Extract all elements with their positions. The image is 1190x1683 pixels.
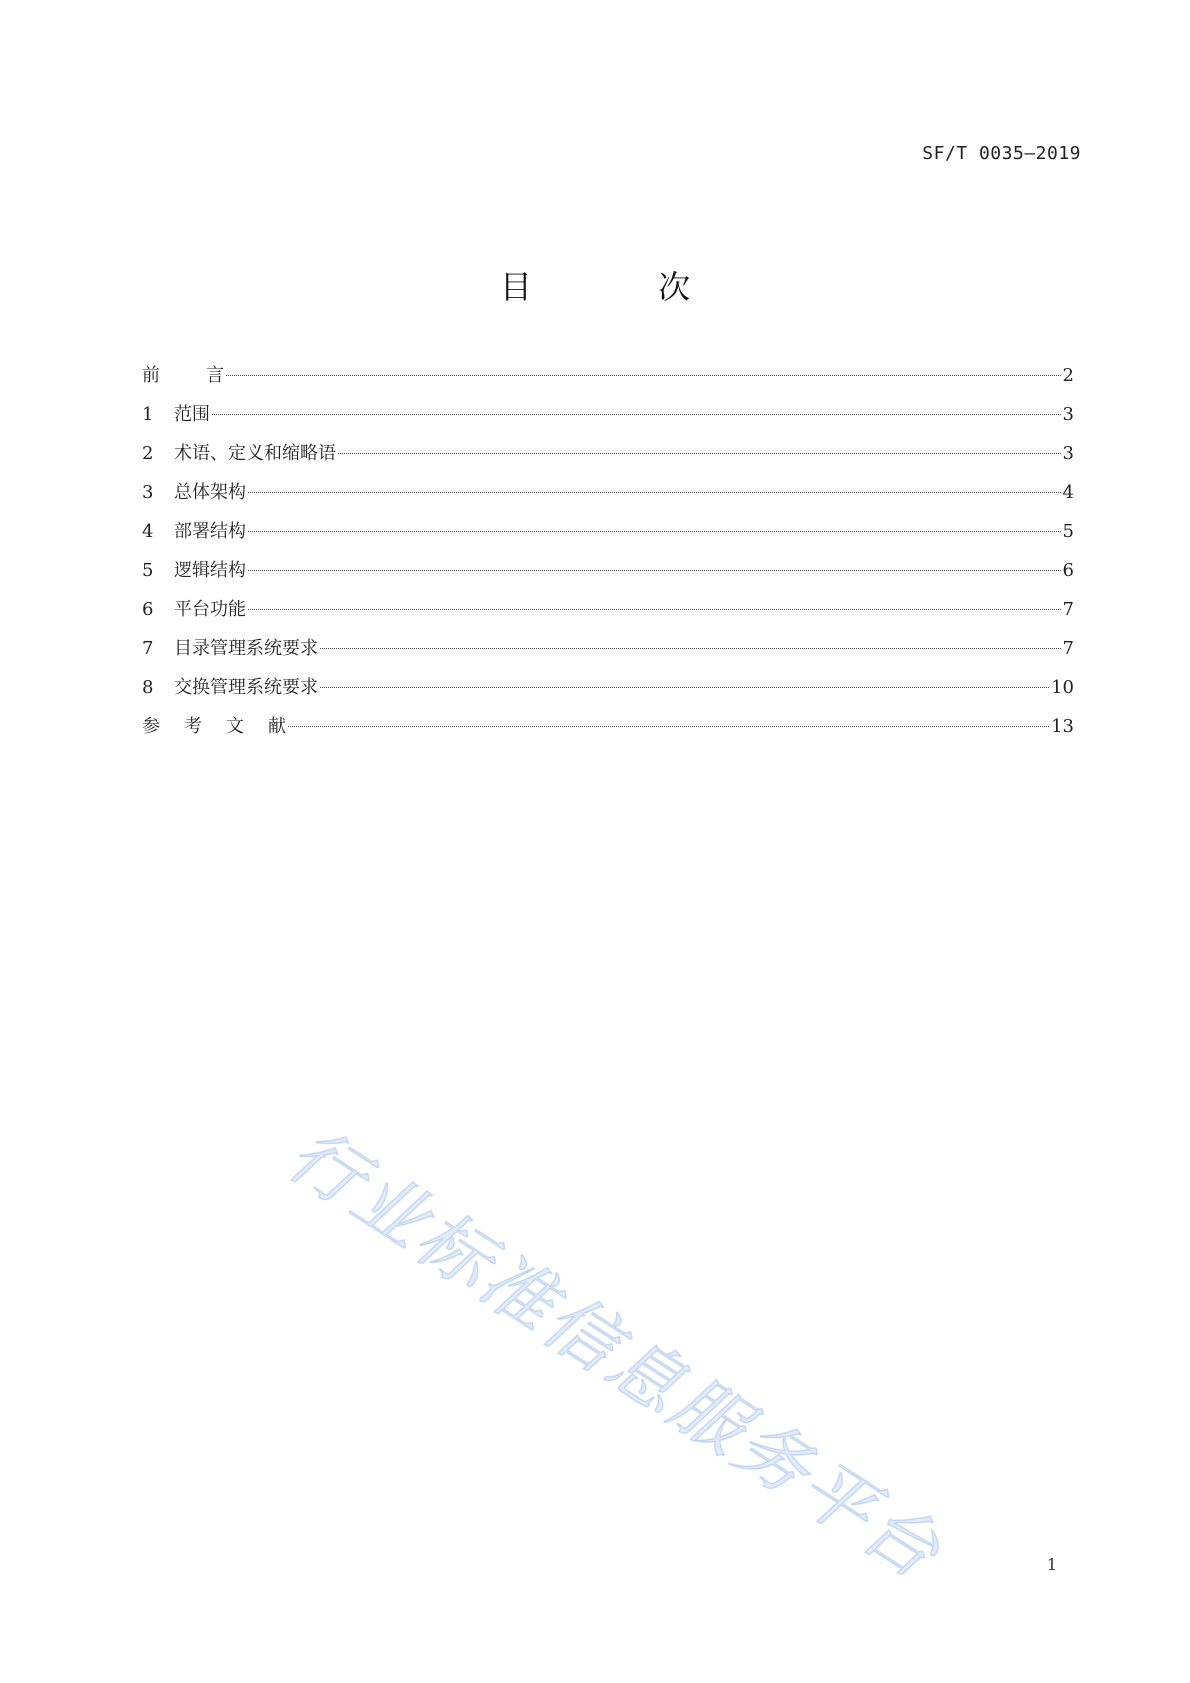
toc-entry-number: 3 [142,482,154,503]
toc-entry-label: 总体架构 [174,482,246,503]
toc-entry[interactable] [142,395,1074,434]
toc-dot-leader [288,726,1049,727]
toc-entry-page: 5 [1062,521,1074,542]
toc-dot-leader [338,453,1061,454]
toc-entry-page: 10 [1051,677,1074,698]
toc-entry-page: 7 [1062,599,1074,620]
toc-dot-leader [248,531,1061,532]
toc-entry-page: 2 [1062,365,1074,386]
toc-dot-leader [212,414,1061,415]
toc-entry-number: 5 [142,560,154,581]
toc-entry[interactable] [142,473,1074,512]
toc-dot-leader [248,570,1061,571]
toc-entry-page: 7 [1062,638,1074,659]
toc-entry-label: 术语、定义和缩略语 [174,443,336,464]
toc-entry-label: 参考文献 [142,716,286,737]
toc-title: 目 次 [499,268,749,306]
toc-entry-number: 4 [142,521,154,542]
toc-entry-label: 逻辑结构 [174,560,246,581]
toc-entry-label: 部署结构 [174,521,246,542]
toc-entry-label: 范围 [174,404,210,425]
toc-entry-number: 8 [142,677,154,698]
toc-dot-leader [226,375,1061,376]
toc-entry[interactable] [142,356,1074,395]
table-of-contents [142,356,1074,746]
toc-entry-number: 1 [142,404,154,425]
toc-entry-label: 前言 [142,365,224,386]
toc-entry[interactable] [142,551,1074,590]
toc-entry-number: 2 [142,443,154,464]
toc-entry[interactable] [142,668,1074,707]
toc-entry-page: 3 [1062,404,1074,425]
toc-entry[interactable] [142,629,1074,668]
page-number: 1 [1046,1555,1057,1574]
toc-entry[interactable] [142,707,1074,746]
toc-dot-leader [248,492,1061,493]
toc-entry-page: 4 [1062,482,1074,503]
toc-entry-page: 3 [1062,443,1074,464]
toc-entry-number: 7 [142,638,154,659]
toc-entry-label: 平台功能 [174,599,246,620]
document-code: SF/T 0035—2019 [922,143,1081,164]
toc-dot-leader [320,687,1049,688]
toc-entry[interactable] [142,590,1074,629]
toc-entry-page: 13 [1051,716,1074,737]
toc-dot-leader [248,609,1061,610]
watermark: 行业标准信息服务平台 [273,1111,958,1597]
toc-dot-leader [320,648,1061,649]
toc-entry-number: 6 [142,599,154,620]
toc-entry-label: 目录管理系统要求 [174,638,318,659]
toc-entry-label: 交换管理系统要求 [174,677,318,698]
toc-entry-page: 6 [1062,560,1074,581]
toc-entry[interactable] [142,434,1074,473]
toc-entry[interactable] [142,512,1074,551]
